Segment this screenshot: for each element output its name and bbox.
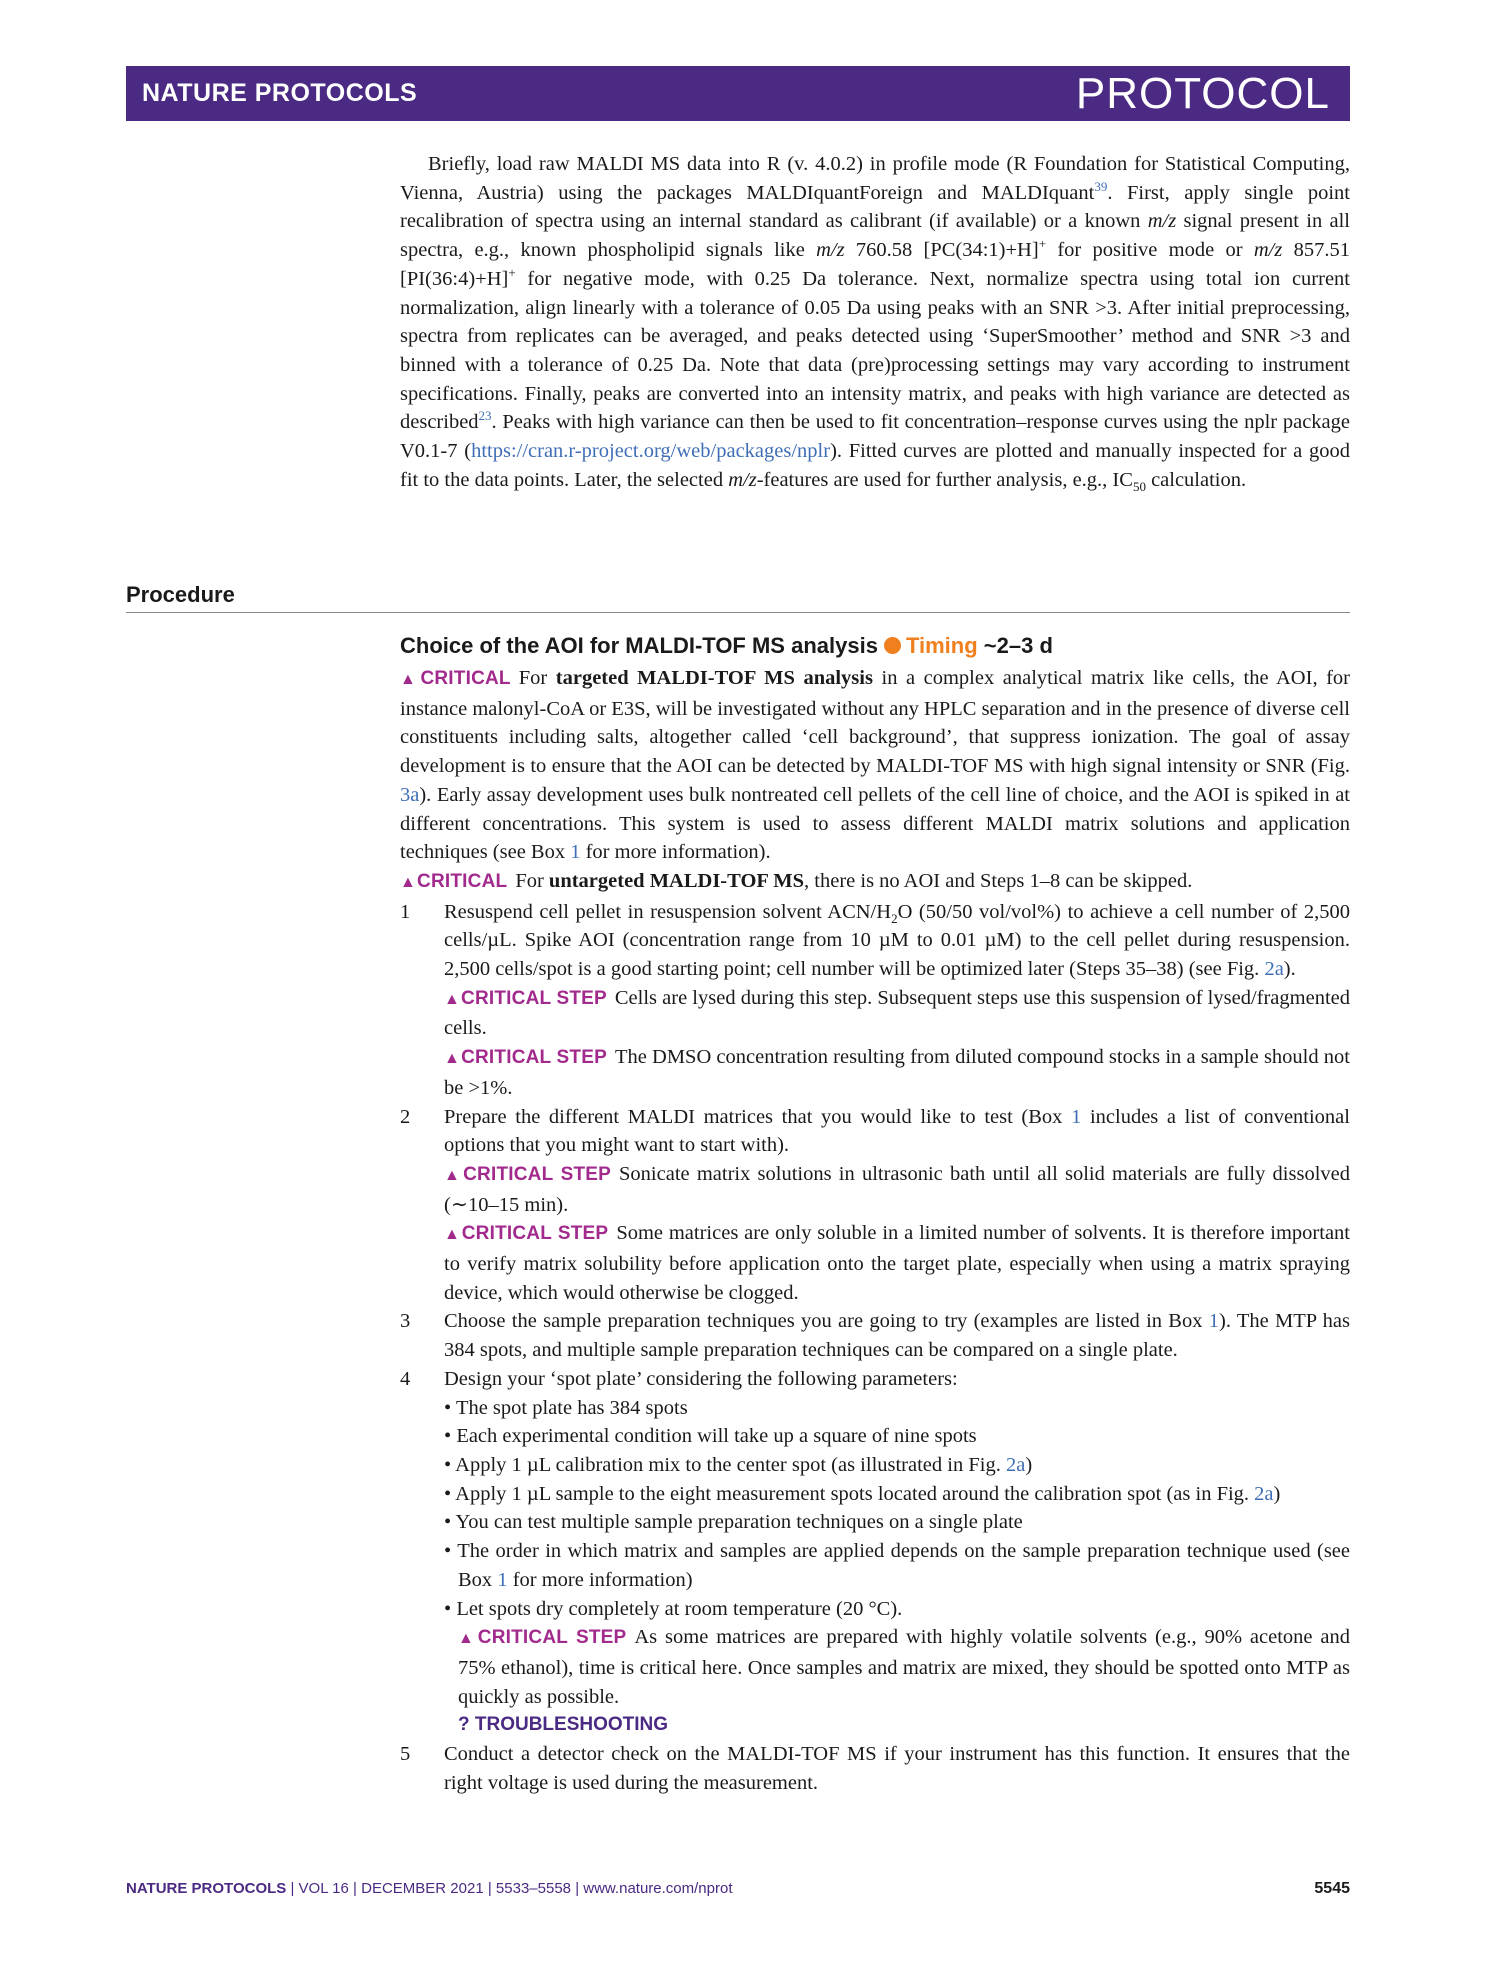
nplr-url-link[interactable]: https://cran.r-project.org/web/packages/nplr (471, 440, 831, 463)
section-divider (126, 612, 1350, 613)
step-3: 3 Choose the sample preparation techniques you are going to try (examples are listed in Box 1). The MTP has 384 spots, and multiple sample preparation techniques can be compared on a single plate. (400, 1307, 1350, 1364)
procedure-section-label: Procedure (126, 582, 235, 607)
critical-step-note: ▲CRITICAL STEP Sonicate matrix solutions in ultrasonic bath until all solid materials are fully dissolved (∼10–15 min). (444, 1162, 1350, 1216)
list-item: • You can test multiple sample preparation techniques on a single plate (444, 1508, 1350, 1537)
fig-2a-link[interactable]: 2a (1264, 958, 1284, 981)
list-item: • Each experimental condition will take up a square of nine spots (444, 1422, 1350, 1451)
timing-dot-icon (884, 637, 901, 654)
journal-url-link[interactable]: www.nature.com/nprot (583, 1880, 733, 1897)
critical-step-note: ▲CRITICAL STEP Some matrices are only soluble in a limited number of solvents. It is therefore important to verify matrix solubility before application onto the target plate, especially when using a matrix spraying device, which would otherwise be clogged. (444, 1222, 1350, 1304)
list-item: • Apply 1 µL calibration mix to the center spot (as illustrated in Fig. 2a) (444, 1451, 1350, 1480)
box-1-link[interactable]: 1 (1071, 1105, 1082, 1128)
box-1-link[interactable]: 1 (570, 841, 581, 864)
step-number: 3 (400, 1310, 411, 1333)
step-5: 5 Conduct a detector check on the MALDI-TOF MS if your instrument has this function. It ensures that the right voltage is used during the measurement. (400, 1740, 1350, 1797)
warning-triangle-icon: ▲ (444, 1226, 461, 1244)
critical-step-note: ▲CRITICAL STEP Cells are lysed during this step. Subsequent steps use this suspension of lysed/fragmented cells. (444, 986, 1350, 1040)
step-number: 2 (400, 1105, 411, 1128)
list-item: • Let spots dry completely at room temperature (20 °C). (444, 1595, 1350, 1624)
article-type: PROTOCOL (1075, 68, 1330, 118)
list-item: • The order in which matrix and samples are applied depends on the sample preparation technique used (see Box 1 for more information) (444, 1537, 1350, 1594)
footer-citation: NATURE PROTOCOLS | VOL 16 | DECEMBER 2021 | 5533–5558 | www.nature.com/nprot (126, 1880, 733, 1897)
step-4: 4 Design your ‘spot plate’ considering the following parameters: • The spot plate has 384 spots • Each experimental condition will take up a square of nine spots • Apply 1 µL calibration mix to the center spot (as illustrated in Fig. 2a) • Apply 1 µL sample to the eight measurement spots located around the calibration spot (as in Fig. 2a) • You can test multiple sample preparation techniques on a single plate • The order in which matrix and samples are applied depends on the sample preparation technique used (see Box 1 for more information) • Let spots dry completely at room temperature (20 °C). ▲CRITICAL STEP As some matrices are prepared with highly volatile solvents (e.g., 90% acetone and 75% ethanol), time is critical here. Once samples and matrix are mixed, they should be spotted onto MTP as quickly as possible. ? TROUBLESHOOTING (400, 1365, 1350, 1740)
step-1: 1 Resuspend cell pellet in resuspension solvent ACN/$H_2O$ (50/50 vol/vol%) to achieve a cell number of 2,500 cells/µL. Spike AOI (concentration range from 10 µM to 0.01 µM) to the cell pellet during resuspension. 2,500 cells/spot is a good starting point; cell number will be optimized later (Steps 35–38) (see Fig. 2a). ▲CRITICAL STEP Cells are lysed during this step. Subsequent steps use this suspension of lysed/fragmented cells. ▲CRITICAL STEP The DMSO concentration resulting from diluted compound stocks in a sample should not be >1%. (400, 898, 1350, 1103)
journal-name: NATURE PROTOCOLS (142, 79, 418, 107)
citation-23[interactable]: 23 (478, 408, 492, 424)
step-number: 4 (400, 1367, 411, 1390)
critical-step-note: ▲CRITICAL STEP As some matrices are prepared with highly volatile solvents (e.g., 90% acetone and 75% ethanol), time is critical here. Once samples and matrix are mixed, they should be spotted onto MTP as quickly as possible. (458, 1626, 1350, 1708)
warning-triangle-icon: ▲ (400, 671, 420, 688)
step-number: 1 (400, 900, 411, 923)
timing-value: ~2–3 d (983, 633, 1053, 658)
warning-triangle-icon: ▲ (400, 873, 417, 891)
intro-paragraph-block (400, 150, 1350, 494)
box-1-link[interactable]: 1 (1208, 1310, 1219, 1333)
page-number: 5545 (1314, 1880, 1350, 1897)
intro-paragraph: Briefly, load raw MALDI MS data into R (v. 4.0.2) in profile mode (R Foundation for Statistical Computing, Vienna, Austria) using the packages MALDIquantForeign and MALDIquant$^{39}$. First, apply single point recalibration of spectra using an internal standard as calibrant (if available) or a known m/z signal present in all spectra, e.g., known phospholipid signals like m/z 760.58 [PC(34:1)+H]+ for positive mode or m/z 857.51 [PI(36:4)+H]+ for negative mode, with 0.25 Da tolerance. Next, normalize spectra using total ion current normalization, align linearly with a tolerance of 0.05 Da using peaks with an SNR >3. After initial preprocessing, spectra from replicates can be averaged, and peaks detected using ‘SuperSmoother’ method and SNR >3 and binned with a tolerance of 0.25 Da. Note that data (pre)processing settings may vary according to instrument specifications. Finally, peaks are converted into an intensity matrix, and peaks with high variance are detected as described$^{23}$. Peaks with high variance can then be used to fit concentration–response curves using the nplr package V0.1-7 (https://cran.r-project.org/web/packages/nplr). Fitted curves are plotted and manually inspected for a good fit to the data points. Later, the selected m/z-features are used for further analysis, e.g., $IC_{50}$ calculation. (400, 153, 1351, 494)
warning-triangle-icon: ▲ (444, 1166, 463, 1184)
list-item: • The spot plate has 384 spots (444, 1394, 1350, 1423)
list-item: • Apply 1 µL sample to the eight measurement spots located around the calibration spot (as in Fig. 2a) (444, 1480, 1350, 1509)
fig-2a-link[interactable]: 2a (1005, 1453, 1026, 1476)
warning-triangle-icon: ▲ (444, 990, 461, 1008)
citation-39[interactable]: 39 (1094, 178, 1108, 194)
step-2: 2 Prepare the different MALDI matrices that you would like to test (Box 1 includes a list of conventional options that you might want to start with). ▲CRITICAL STEP Sonicate matrix solutions in ultrasonic bath until all solid materials are fully dissolved (∼10–15 min). ▲CRITICAL STEP Some matrices are only soluble in a limited number of solvents. It is therefore important to verify matrix solubility before application onto the target plate, especially when using a matrix spraying device, which would otherwise be clogged. (400, 1103, 1350, 1308)
critical-note-untargeted: ▲CRITICAL For untargeted MALDI-TOF MS, there is no AOI and Steps 1–8 can be skipped. (400, 869, 1193, 892)
fig-3a-link[interactable]: 3a (400, 783, 420, 806)
step-number: 5 (400, 1743, 411, 1766)
procedure-subheading: Choice of the AOI for MALDI-TOF MS analysis Timing ~2–3 d (400, 633, 1053, 658)
troubleshooting-label[interactable]: ? TROUBLESHOOTING (458, 1714, 669, 1736)
procedure-block (400, 630, 1350, 1797)
page-footer (126, 1880, 1350, 1898)
box-1-link[interactable]: 1 (497, 1568, 508, 1591)
timing-label: Timing (905, 633, 978, 658)
fig-2a-link[interactable]: 2a (1254, 1482, 1274, 1505)
spot-plate-parameter-list (444, 1394, 1350, 1624)
critical-note-targeted: ▲CRITICAL For targeted MALDI-TOF MS analysis in a complex analytical matrix like cells, the AOI, for instance malonyl-CoA or E3S, will be investigated without any HPLC separation and in the presence of diverse cell constituents including salts, altogether called ‘cell background’, that suppress ionization. The goal of assay development is to ensure that the AOI can be detected by MALDI-TOF MS with high signal intensity or SNR (Fig. 3a). Early assay development uses bulk nontreated cell pellets of the cell line of choice, and the AOI is spiked in at different concentrations. This system is used to assess different MALDI matrix solutions and application techniques (see Box 1 for more information). (400, 667, 1351, 864)
warning-triangle-icon: ▲ (458, 1630, 477, 1648)
journal-header-bar (126, 66, 1350, 121)
critical-step-note: ▲CRITICAL STEP The DMSO concentration resulting from diluted compound stocks in a sample should not be >1%. (444, 1046, 1350, 1099)
warning-triangle-icon: ▲ (444, 1050, 461, 1068)
